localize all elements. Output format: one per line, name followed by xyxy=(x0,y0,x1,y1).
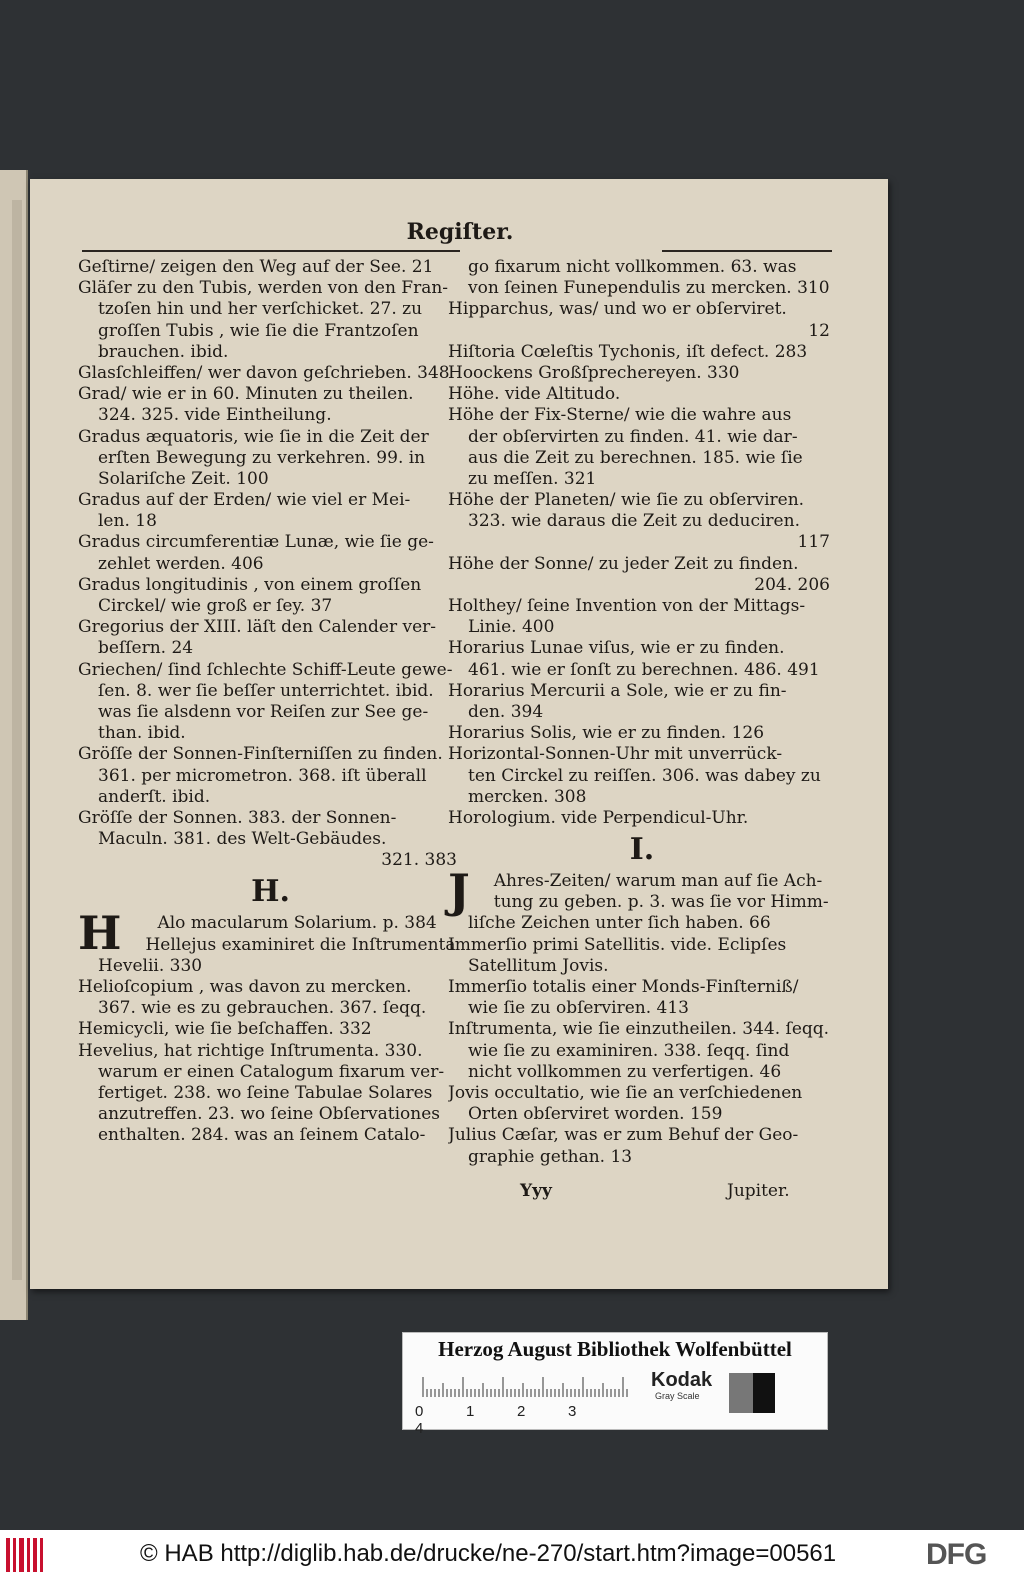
index-line: Höhe der Fix-Sterne/ wie die wahre aus xyxy=(448,405,792,426)
index-line: 321. 383 xyxy=(381,850,457,871)
index-line: Gröſſe der Sonnen. 383. der Sonnen- xyxy=(78,807,397,828)
index-line: Höhe der Sonne/ zu jeder Zeit zu finden. xyxy=(448,553,799,574)
index-line: Alo macularum Solarium. p. 384 xyxy=(157,913,437,934)
ruler-number: 2 xyxy=(517,1403,526,1420)
index-line: Immerſio primi Satellitis. vide. Eclipſes xyxy=(448,934,787,955)
index-line: Solariſche Zeit. 100 xyxy=(98,468,269,489)
index-line: Linie. 400 xyxy=(468,617,555,638)
index-line: 324. 325. vide Eintheilung. xyxy=(98,405,332,426)
dfg-logo: DFG xyxy=(926,1538,987,1571)
index-line: 12 xyxy=(808,320,830,341)
ruler-number: 3 xyxy=(568,1403,577,1420)
index-line: go fixarum nicht vollkommen. 63. was xyxy=(468,257,797,277)
index-line: Höhe der Planeten/ wie ſie zu obſerviren. xyxy=(448,490,805,511)
index-line: fertiget. 238. wo ſeine Tabulae Solares xyxy=(98,1082,433,1103)
index-line: was ſie alsdenn vor Reiſen zur See ge- xyxy=(98,701,429,722)
target-title: Herzog August Bibliothek Wolfenbüttel xyxy=(438,1337,792,1361)
index-line: Gläſer zu den Tubis, werden von den Fran- xyxy=(78,278,449,299)
index-line: der obſervirten zu finden. 41. wie dar- xyxy=(468,426,798,447)
index-line: Horarius Solis, wie er zu finden. 126 xyxy=(448,723,765,744)
index-line: wie ſie zu examiniren. 338. ſeqq. ſind xyxy=(468,1040,790,1061)
index-line: brauchen. ibid. xyxy=(98,341,229,362)
index-line: Horarius Lunae viſus, wie er zu finden. xyxy=(448,638,785,659)
index-line: aus die Zeit zu berechnen. 185. wie ſie xyxy=(468,447,803,468)
book-page xyxy=(30,179,888,1289)
index-line: 361. per micrometron. 368. iſt überall xyxy=(98,765,427,786)
ruler-number: 4 xyxy=(415,1420,424,1437)
index-line: 367. wie es zu gebrauchen. 367. ſeqq. xyxy=(98,998,427,1019)
catchword: Jupiter. xyxy=(727,1181,790,1201)
index-line: 323. wie daraus die Zeit zu deduciren. xyxy=(468,511,800,532)
copyright-url[interactable]: © HAB http://diglib.hab.de/drucke/ne-270/start.htm?image=00561 xyxy=(140,1540,837,1567)
index-line: Ahres-Zeiten/ warum man auf ſie Ach- xyxy=(493,871,823,892)
index-line: warum er einen Catalogum fixarum ver- xyxy=(98,1061,445,1082)
head-rule-left xyxy=(82,250,460,252)
running-head: Regiſter. xyxy=(406,219,514,245)
gray-swatch xyxy=(729,1373,753,1413)
left-column xyxy=(78,257,463,1147)
index-line: Jovis occultatio, wie ſie an verſchiedenen xyxy=(448,1082,803,1103)
index-line: Helioſcopium , was davon zu mercken. xyxy=(78,977,412,997)
section-heading-h: H. xyxy=(251,874,290,910)
ruler-number: 0 xyxy=(415,1403,424,1420)
index-line: tung zu geben. p. 3. was ſie vor Himm- xyxy=(493,892,829,913)
index-line: Hevelii. 330 xyxy=(98,955,203,976)
index-line: Julius Cæſar, was er zum Behuf der Geo- xyxy=(448,1125,799,1146)
barcode-icon xyxy=(6,1538,46,1572)
index-line: 461. wie er ſonſt zu berechnen. 486. 491 xyxy=(468,659,820,680)
index-line: Hipparchus, was/ und wo er obſerviret. xyxy=(448,299,787,320)
index-line: Hoockens Großſprechereyen. 330 xyxy=(448,362,740,383)
index-line: 117 xyxy=(797,532,830,553)
index-line: Höhe. vide Altitudo. xyxy=(448,384,621,405)
index-line: Gradus longitudinis , von einem groſſen xyxy=(78,574,422,595)
page-edge-inner xyxy=(12,200,22,1280)
index-line: Grad/ wie er in 60. Minuten zu theilen. xyxy=(78,384,414,405)
index-line: Hellejus examiniret die Inſtrumenta xyxy=(145,934,456,955)
index-line: Maculn. 381. des Welt-Gebäudes. xyxy=(98,829,387,850)
dropcap-h: H xyxy=(78,906,122,961)
ruler-numbers xyxy=(415,1403,645,1437)
index-line: Hemicycli, wie ſie beſchaffen. 332 xyxy=(78,1019,372,1040)
index-line: Griechen/ ſind ſchlechte Schiff-Leute gewe- xyxy=(78,659,453,680)
index-line: Gradus auf der Erden/ wie viel er Mei- xyxy=(78,490,411,511)
index-line: Satellitum Jovis. xyxy=(468,955,609,976)
index-line: Geſtirne/ zeigen den Weg auf der See. 21 xyxy=(78,257,434,277)
index-line: von ſeinen Funependulis zu mercken. 310 xyxy=(468,278,830,299)
entries-g xyxy=(78,257,463,871)
section-heading-i: I. xyxy=(629,832,655,868)
index-line: tzoſen hin und her verſchicket. 27. zu xyxy=(98,299,423,320)
entries-h xyxy=(78,906,463,1146)
index-line: wie ſie zu obſerviren. 413 xyxy=(468,998,689,1019)
index-line: Orten obſerviret worden. 159 xyxy=(468,1104,723,1125)
index-line: Circkel/ wie groß er ſey. 37 xyxy=(98,596,333,616)
gray-scale-label: Gray Scale xyxy=(655,1391,700,1401)
index-line: liſche Zeichen unter ſich haben. 66 xyxy=(468,913,771,934)
index-line: mercken. 308 xyxy=(468,786,587,807)
color-target xyxy=(402,1332,828,1437)
signature-mark: Yyy xyxy=(520,1181,552,1201)
index-line: anderſt. ibid. xyxy=(98,786,211,807)
entries-i xyxy=(448,864,836,1168)
footer-bar xyxy=(0,1530,1024,1582)
index-line: erſten Bewegung zu verkehren. 99. in xyxy=(98,447,426,468)
index-line: nicht vollkommen zu verfertigen. 46 xyxy=(468,1061,782,1082)
index-line: Horarius Mercurii a Sole, wie er zu fin- xyxy=(448,680,787,701)
ruler-scale xyxy=(421,1375,629,1397)
dropcap-j: J xyxy=(448,864,470,919)
index-line: beſſern. 24 xyxy=(98,638,194,659)
index-line: len. 18 xyxy=(98,511,157,532)
ruler-number: 1 xyxy=(466,1403,475,1420)
index-line: Gregorius der XIII. läſt den Calender ver- xyxy=(78,617,437,638)
index-line: enthalten. 284. was an ſeinem Catalo- xyxy=(98,1125,426,1146)
index-line: than. ibid. xyxy=(98,723,186,744)
index-line: anzutreffen. 23. wo ſeine Obſervationes xyxy=(98,1104,441,1125)
index-line: Inſtrumenta, wie ſie einzutheilen. 344. ſeqq. xyxy=(448,1019,830,1040)
index-line: Hevelius, hat richtige Inſtrumenta. 330. xyxy=(78,1040,423,1061)
index-line: Horologium. vide Perpendicul-Uhr. xyxy=(448,807,749,828)
index-line: den. 394 xyxy=(468,701,544,722)
index-line: groſſen Tubis , wie ſie die Frantzoſen xyxy=(98,320,419,341)
index-line: zehlet werden. 406 xyxy=(98,553,264,574)
entries-h-cont xyxy=(448,257,836,829)
right-column xyxy=(448,257,836,1168)
index-line: zu meſſen. 321 xyxy=(468,468,597,489)
index-line: Glasſchleiffen/ wer davon geſchrieben. 348 xyxy=(78,362,450,383)
index-line: 204. 206 xyxy=(754,574,830,595)
index-line: Gröſſe der Sonnen-Finſterniſſen zu finden. xyxy=(78,744,443,765)
index-line: Hiſtoria Cœleſtis Tychonis, iſt defect. 283 xyxy=(448,341,808,362)
head-rule-right xyxy=(662,250,832,252)
index-line: graphie gethan. 13 xyxy=(468,1146,633,1167)
kodak-logo: Kodak xyxy=(651,1369,713,1391)
index-line: Holthey/ ſeine Invention von der Mittags- xyxy=(448,596,806,616)
black-swatch xyxy=(753,1373,775,1413)
index-line: ſen. 8. wer ſie beſſer unterrichtet. ibid. xyxy=(98,680,434,701)
index-line: Immerſio totalis einer Monds-Finſterniß/ xyxy=(448,977,799,997)
index-line: Gradus æquatoris, wie ſie in die Zeit der xyxy=(78,426,429,447)
index-line: Horizontal-Sonnen-Uhr mit unverrück- xyxy=(448,744,783,765)
index-line: Gradus circumferentiæ Lunæ, wie ſie ge- xyxy=(78,532,434,553)
index-line: ten Circkel zu reiſſen. 306. was dabey zu xyxy=(468,765,821,786)
